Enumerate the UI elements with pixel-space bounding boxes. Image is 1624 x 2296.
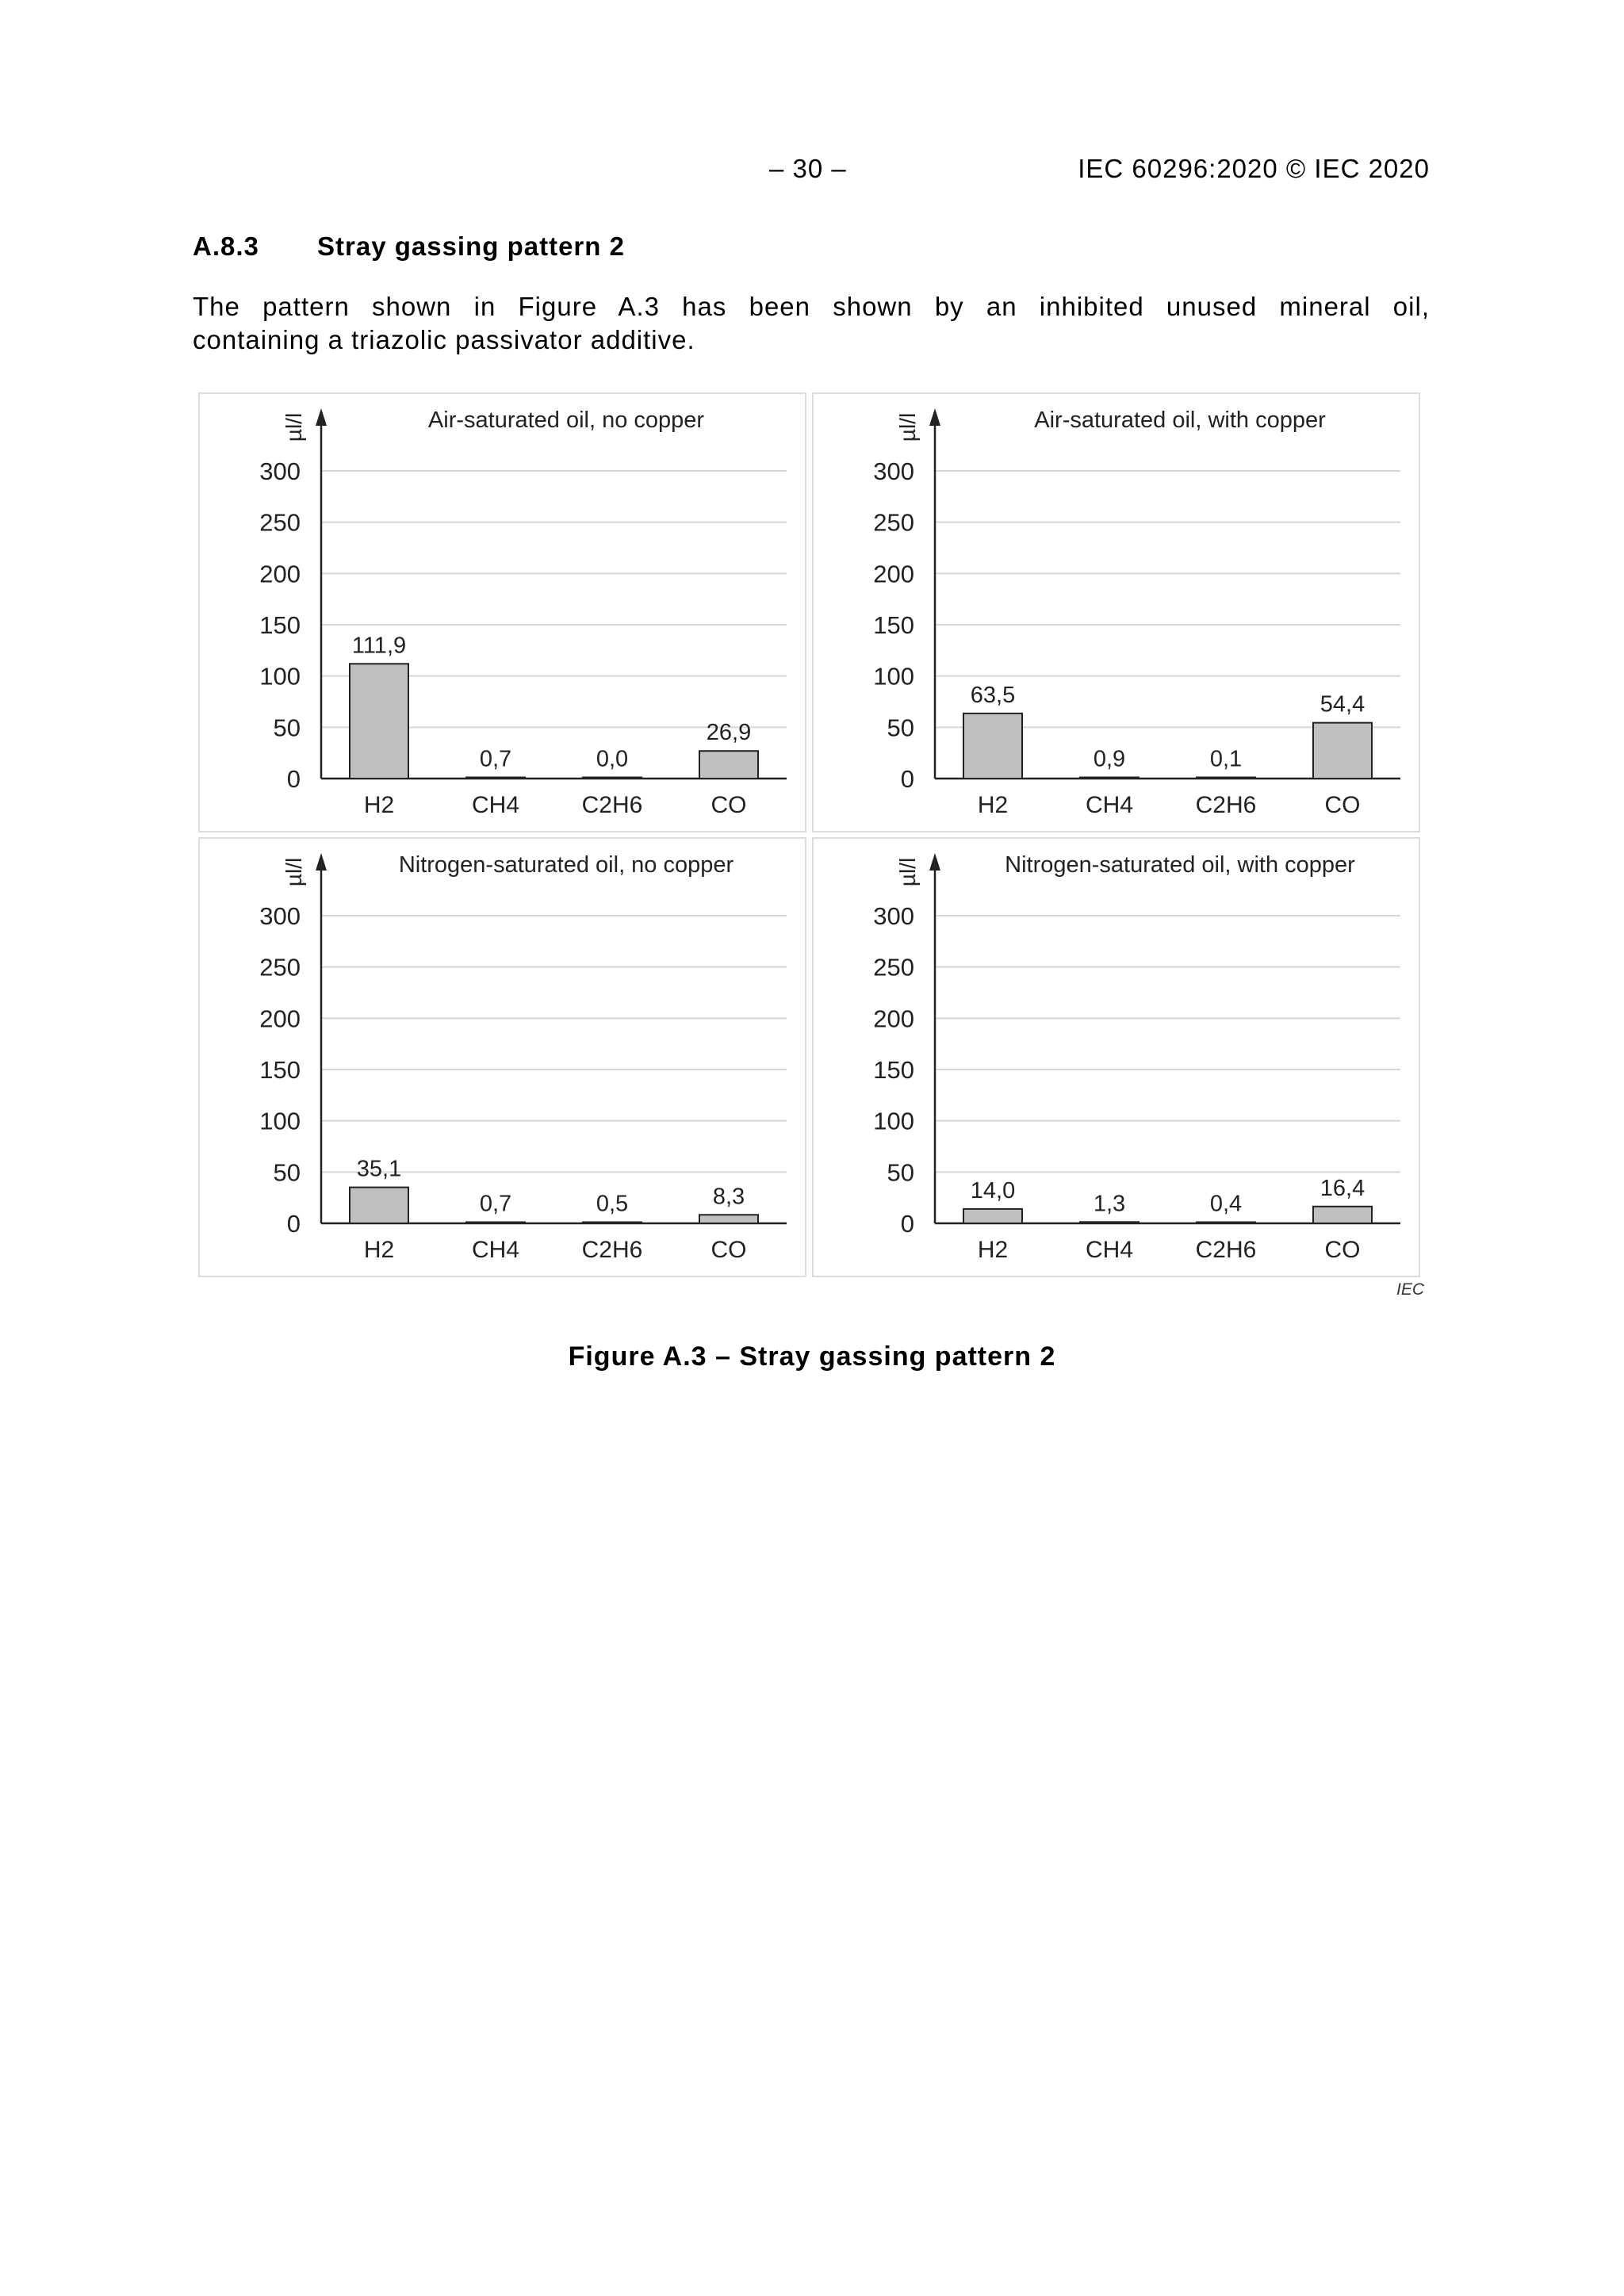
y-axis-label: µl/l [282,412,306,442]
y-tick-label: 50 [887,1158,914,1187]
body-line-1: The pattern shown in Figure A.3 has been shown by an inhibited unused mineral oil, [193,292,1430,321]
y-tick-label: 200 [259,1004,301,1033]
y-tick-label: 250 [259,508,301,537]
chart-svg-1 [200,394,805,831]
page-number: – 30 – [769,154,847,183]
bar [1080,778,1139,779]
chart-svg-2 [814,394,1419,831]
x-tick-label: C2H6 [1195,1237,1257,1263]
y-axis-label: µl/l [895,857,920,887]
chart-svg-4 [814,839,1419,1276]
data-label: 0,7 [479,1191,512,1217]
y-tick-label: 150 [259,611,301,639]
x-tick-label: H2 [363,792,395,818]
figure-caption: Figure A.3 – Stray gassing pattern 2 [568,1341,1056,1372]
data-label: 0,0 [596,746,629,772]
chart-title: Air-saturated oil, no copper [427,408,705,433]
y-tick-label: 0 [286,1210,301,1238]
chart-svg-3 [200,839,805,1276]
y-tick-label: 300 [873,902,914,930]
y-tick-label: 100 [259,1107,301,1135]
data-label: 26,9 [706,720,752,746]
x-tick-label: H2 [977,1237,1009,1263]
y-tick-label: 200 [873,560,914,588]
chart-panel-3 [198,837,806,1277]
y-tick-label: 0 [900,1210,914,1238]
y-tick-label: 100 [873,662,914,691]
y-tick-label: 150 [873,1056,914,1084]
data-label: 54,4 [1320,691,1365,718]
bar [1197,778,1255,779]
bar [963,1209,1022,1223]
y-tick-label: 200 [873,1004,914,1033]
x-tick-label: CH4 [1085,1237,1134,1263]
y-axis-arrow-icon [316,408,327,426]
y-tick-label: 250 [873,953,914,982]
bar [350,664,408,779]
y-axis-arrow-icon [929,853,940,871]
y-tick-label: 200 [259,560,301,588]
data-label: 1,3 [1093,1191,1126,1217]
x-tick-label: CH4 [1085,792,1134,818]
x-tick-label: CO [1324,792,1361,818]
y-axis-arrow-icon [929,408,940,426]
bar [466,1223,525,1224]
y-axis-arrow-icon [316,853,327,871]
chart-title: Nitrogen-saturated oil, no copper [398,852,734,878]
bar [583,1223,642,1224]
x-tick-label: H2 [977,792,1009,818]
bar [466,778,525,779]
body-line-2: containing a triazolic passivator additive. [193,325,695,354]
y-tick-label: 100 [873,1107,914,1135]
data-label: 0,9 [1093,746,1126,772]
y-tick-label: 250 [259,953,301,982]
x-tick-label: CO [710,1237,747,1263]
y-axis-label: µl/l [895,412,920,442]
iec-mark: IEC [1396,1280,1425,1299]
chart-panel-1 [198,392,806,832]
x-tick-label: C2H6 [1195,792,1257,818]
data-label: 111,9 [351,633,407,659]
y-tick-label: 300 [873,457,914,485]
bar [1313,1207,1372,1223]
y-tick-label: 250 [873,508,914,537]
bar [583,778,642,779]
y-tick-label: 50 [273,1158,301,1187]
y-tick-label: 100 [259,662,301,691]
x-tick-label: C2H6 [581,1237,643,1263]
chart-title: Air-saturated oil, with copper [1034,408,1326,433]
data-label: 0,1 [1209,746,1243,772]
chart-panel-2 [812,392,1420,832]
data-label: 14,0 [970,1177,1016,1203]
chart-panel-4 [812,837,1420,1277]
bar [1197,1223,1255,1224]
y-tick-label: 300 [259,457,301,485]
body-paragraph [193,290,1430,357]
bar [699,1215,758,1223]
x-tick-label: CH4 [471,1237,520,1263]
data-label: 63,5 [970,682,1016,708]
y-tick-label: 0 [900,765,914,793]
section-number: A.8.3 [193,232,259,261]
bar [963,714,1022,779]
data-label: 16,4 [1320,1175,1365,1201]
data-label: 8,3 [712,1184,745,1210]
x-tick-label: CO [710,792,747,818]
y-tick-label: 0 [286,765,301,793]
data-label: 0,7 [479,746,512,772]
data-label: 0,4 [1209,1191,1243,1217]
y-tick-label: 50 [273,714,301,742]
chart-title: Nitrogen-saturated oil, with copper [1005,852,1355,878]
section-title: Stray gassing pattern 2 [317,232,625,261]
bar [350,1188,408,1223]
data-label: 35,1 [356,1156,402,1182]
x-tick-label: CO [1324,1237,1361,1263]
y-tick-label: 150 [259,1056,301,1084]
y-tick-label: 150 [873,611,914,639]
figure-a3 [198,392,1423,1280]
data-label: 0,5 [596,1191,629,1217]
y-axis-label: µl/l [282,857,306,887]
x-tick-label: H2 [363,1237,395,1263]
bar [699,751,758,779]
y-tick-label: 50 [887,714,914,742]
y-tick-label: 300 [259,902,301,930]
x-tick-label: C2H6 [581,792,643,818]
x-tick-label: CH4 [471,792,520,818]
bar [1080,1222,1139,1223]
document-reference: IEC 60296:2020 © IEC 2020 [1078,154,1430,183]
bar [1313,723,1372,779]
